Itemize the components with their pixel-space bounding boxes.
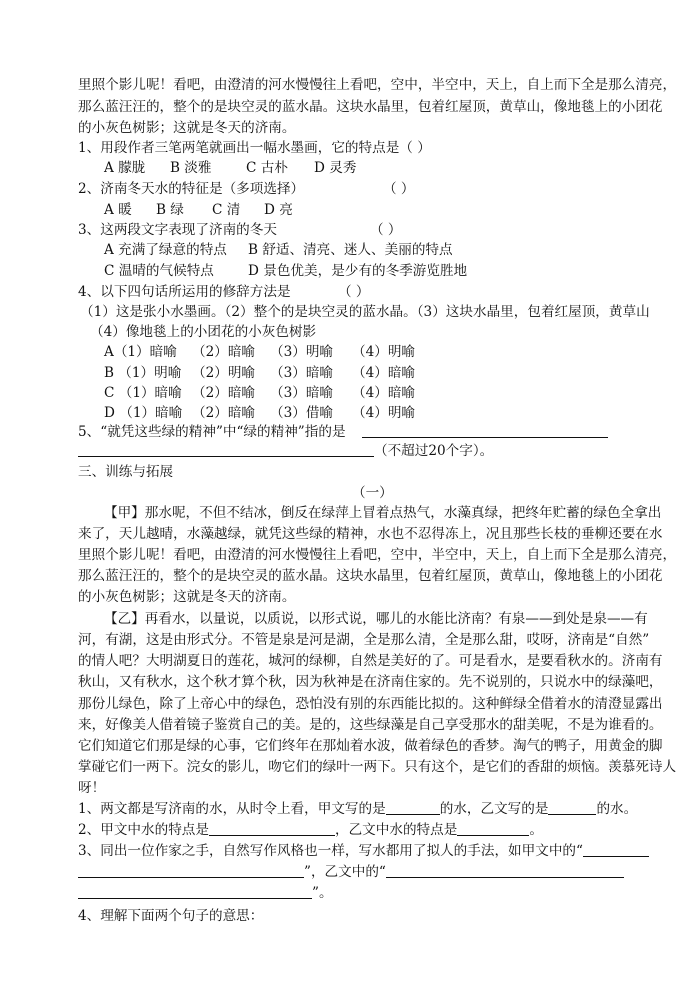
option-c: C 清 — [212, 202, 241, 218]
option-cell: （4）明喻 — [352, 405, 416, 421]
passage-yi-line: 河，有湖，这是由形式分。不管是泉是河是湖，全是那么清，全是那么甜，哎呀，济南是“自然” — [78, 632, 650, 648]
question-2-paren: （ ） — [383, 181, 415, 197]
option-cell: （3）借喻 — [270, 405, 334, 421]
passage-yi-line: 的情人吧？大明湖夏日的莲花，城河的绿柳，自然是美好的了。可是看水，是要看秋水的。济南有 — [78, 653, 663, 669]
option-cell: C （1）暗喻 — [104, 385, 182, 401]
question-3-options-row2 — [104, 261, 467, 281]
followup-question-1 — [78, 799, 637, 819]
option-b: B 舒适、清亮、迷人、美丽的特点 — [248, 242, 453, 258]
question-5-tail: （不超过20个字）。 — [374, 443, 494, 459]
question-text: ”。 — [312, 885, 333, 901]
option-cell: （2）明喻 — [192, 365, 256, 381]
passage-jia-line: 来了，天儿越晴，水藻越绿，就凭这些绿的精神，水也不忍得冻上，况且那些长枝的垂柳还要在水 — [78, 526, 663, 542]
question-1-options — [104, 158, 356, 178]
question-3-options-row1 — [104, 240, 453, 260]
question-4-paren: （ ） — [338, 284, 370, 300]
option-d: D 亮 — [264, 202, 293, 218]
question-text: ”，乙文中的“ — [304, 864, 386, 880]
answer-blank[interactable] — [362, 423, 608, 438]
answer-blank[interactable] — [583, 842, 649, 857]
question-text: 的水。 — [596, 801, 638, 817]
passage-yi-line: 来，好像美人借着镜子鉴赏自己的美。是的，这些绿藻是自己享受那水的甜美呢，不是为谁看的。 — [78, 717, 663, 733]
option-a: A 暖 — [104, 202, 132, 218]
passage-yi-line: 它们知道它们那是绿的心事，它们终年在那灿着水波，做着绿色的香梦。淘气的鸭子，用黄金的脚 — [78, 738, 663, 754]
question-5-stem — [78, 422, 608, 442]
followup-question-3 — [78, 841, 649, 861]
passage-jia-line: 那么蓝汪汪的，整个的是块空灵的蓝水晶。这块水晶里，包着红屋顶，黄草山，像地毯上的小团花 — [78, 568, 663, 584]
passage-yi-line: 【乙】再看水，以量说，以质说，以形式说，哪儿的水能比济南？有泉——到处是泉——有 — [104, 611, 648, 627]
answer-blank[interactable] — [78, 442, 374, 457]
question-4-option-row — [104, 342, 415, 362]
followup-question-3-continuation — [78, 862, 624, 882]
followup-question-2 — [78, 820, 543, 840]
question-text: 2、甲文中水的特点是 — [78, 822, 209, 838]
passage-jia-line: 的小灰色树影；这就是冬天的济南。 — [78, 589, 296, 605]
option-d: D 景色优美，是少有的冬季游览胜地 — [248, 263, 468, 279]
question-text: ，乙文中水的特点是 — [335, 822, 458, 838]
option-a: A 充满了绿意的特点 — [104, 242, 227, 258]
answer-blank[interactable] — [386, 800, 440, 815]
question-3-stem: 3、这两段文字表现了济南的冬天 — [78, 222, 277, 238]
option-cell: A（1）暗喻 — [104, 344, 177, 360]
passage-line: 里照个影儿呢！看吧，由澄清的河水慢慢往上看吧，空中，半空中，天上，自上而下全是那么清亮， — [78, 77, 677, 93]
question-text: 3、同出一位作家之手，自然写作风格也一样，写水都用了拟人的手法，如甲文中的“ — [78, 843, 583, 859]
option-cell: （3）暗喻 — [270, 365, 334, 381]
option-cell: （3）暗喻 — [270, 385, 334, 401]
option-cell: （4）暗喻 — [352, 365, 416, 381]
answer-blank[interactable] — [386, 863, 624, 878]
option-c: C 温晴的气候特点 — [104, 263, 214, 279]
question-4-sentences: （4）像地毯上的小团花的小灰色树影 — [90, 324, 317, 340]
passage-yi-line: 那份儿绿色，除了上帝心中的绿色，恐怕没有别的东西能比拟的。这种鲜绿全借着水的清澄显露出 — [78, 696, 663, 712]
question-4-option-row — [104, 383, 415, 403]
option-c: C 古朴 — [246, 160, 288, 176]
question-text: 的水，乙文写的是 — [439, 801, 549, 817]
question-3-paren: （ ） — [370, 222, 402, 238]
question-1-stem: 1、用段作者三笔两笔就画出一幅水墨画，它的特点是（ ） — [78, 140, 431, 156]
question-text: 1、两文都是写济南的水，从时令上看，甲文写的是 — [78, 801, 386, 817]
question-5-continuation — [78, 441, 493, 461]
passage-yi-line: 掌碰它们一两下。浣女的影儿，吻它们的绿叶一两下。只有这个，是它们的香甜的烦恼。羡慕死诗人 — [78, 759, 677, 775]
option-b: B 淡雅 — [170, 160, 212, 176]
question-text: 。 — [529, 822, 543, 838]
option-d: D 灵秀 — [314, 160, 357, 176]
followup-question-3-end — [78, 883, 333, 903]
option-cell: （2）暗喻 — [192, 385, 256, 401]
option-cell: D （1）暗喻 — [104, 405, 183, 421]
question-4-option-row — [104, 403, 415, 423]
question-2-options — [104, 200, 293, 220]
answer-blank[interactable] — [209, 821, 335, 836]
answer-blank[interactable] — [548, 800, 596, 815]
question-5-text: 5、“就凭这些绿的精神”中“绿的精神”指的是 — [78, 424, 346, 440]
passage-yi-line: 秋山，又有秋水，这个秋才算个秋，因为秋神是在济南住家的。先不说别的，只说水中的绿藻吧， — [78, 674, 663, 690]
option-cell: （4）暗喻 — [352, 385, 416, 401]
section-title: 三、训练与拓展 — [78, 464, 174, 480]
question-4-option-row — [104, 363, 415, 383]
section-subtitle: （一） — [352, 485, 393, 501]
passage-line: 那么蓝汪汪的，整个的是块空灵的蓝水晶。这块水晶里，包着红屋顶，黄草山，像地毯上的小团花 — [78, 99, 663, 115]
passage-jia-line: 里照个影儿呢！看吧，由澄清的河水慢慢往上看吧，空中，半空中，天上，自上而下全是那么清亮， — [78, 547, 677, 563]
option-cell: （2）暗喻 — [192, 344, 256, 360]
answer-blank[interactable] — [457, 821, 529, 836]
option-b: B 绿 — [156, 202, 184, 218]
question-4-stem: 4、以下四句话所运用的修辞方法是 — [78, 284, 291, 300]
question-4-sentences: （1）这是张小水墨画。（2）整个的是块空灵的蓝水晶。（3）这块水晶里，包着红屋顶，黄草山 — [80, 304, 650, 320]
option-cell: （3）明喻 — [270, 344, 334, 360]
answer-blank[interactable] — [78, 884, 312, 899]
option-cell: （4）明喻 — [352, 344, 416, 360]
passage-yi-line: 呀！ — [78, 780, 106, 796]
question-2-stem: 2、济南冬天水的特征是（多项选择） — [78, 181, 305, 197]
option-cell: B （1）明喻 — [104, 365, 182, 381]
passage-jia-line: 【甲】那水呢，不但不结冰，倒反在绿萍上冒着点热气，水藻真绿，把终年贮蓄的绿色全拿出 — [104, 505, 662, 521]
passage-line: 的小灰色树影；这就是冬天的济南。 — [78, 120, 296, 136]
followup-question-4: 4、理解下面两个句子的意思： — [78, 908, 264, 924]
option-cell: （2）暗喻 — [192, 405, 256, 421]
answer-blank[interactable] — [78, 863, 304, 878]
option-a: A 朦胧 — [104, 160, 146, 176]
